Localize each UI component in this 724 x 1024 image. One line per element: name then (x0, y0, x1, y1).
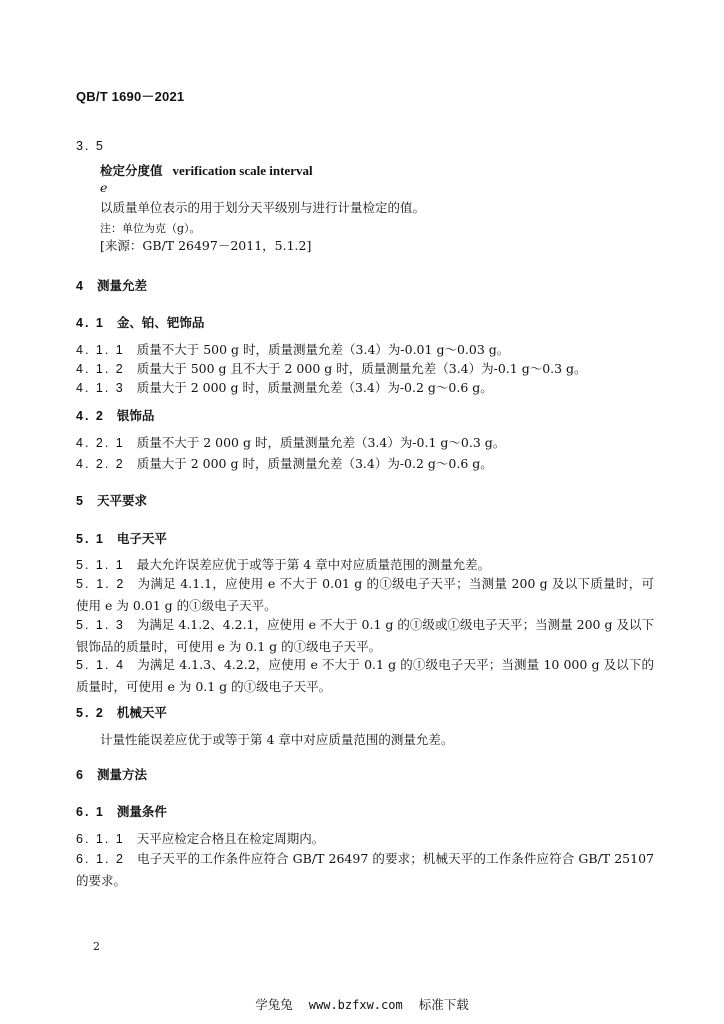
page-number: 2 (93, 940, 100, 953)
clause-item: 5. 1. 3 为满足 4.1.2、4.2.1，应使用 e 不大于 0.1 g 的Ⓘ级或Ⓘ级电子天平；当测量 200 g 及以下银饰品的质量时，可使用 e 为 0.1 g 的Ⓘ级电子天平。 (76, 617, 655, 654)
section-heading: 5 天平要求 (76, 493, 147, 508)
clause-item: 6. 1. 1 天平应检定合格且在检定周期内。 (76, 831, 325, 846)
clause-item: 5. 1. 4 为满足 4.1.3、4.2.2，应使用 e 不大于 0.1 g 的Ⓘ级电子天平；当测量 10 000 g 及以下的质量时，可使用 e 为 0.1 g 的Ⓘ级电子天平。 (76, 657, 655, 694)
standard-id: QB/T 1690－2021 (76, 89, 185, 104)
subsection-heading: 5. 1 电子天平 (76, 531, 167, 546)
term-en: verification scale interval (172, 163, 313, 178)
section-heading: 6 测量方法 (76, 767, 147, 782)
term-heading (100, 160, 313, 179)
term-definition: 以质量单位表示的用于划分天平级别与进行计量检定的值。 (100, 200, 426, 215)
clause-item: 4. 1. 2 质量大于 500 g 且不大于 2 000 g 时，质量测量允差（3.4）为-0.1 g～0.3 g。 (76, 361, 587, 376)
subsection-heading: 4. 1 金、铂、钯饰品 (76, 315, 205, 330)
footer-slogan: 标准下载 (418, 997, 469, 1012)
clause-item: 5. 1. 2 为满足 4.1.1，应使用 e 不大于 0.01 g 的Ⓘ级电子天平；当测量 200 g 及以下质量时，可使用 e 为 0.01 g 的Ⓘ级电子天平。 (76, 576, 654, 613)
clause-number: 3. 5 (76, 139, 105, 153)
clause-paragraph: 计量性能误差应优于或等于第 4 章中对应质量范围的测量允差。 (100, 732, 454, 747)
term-cn: 检定分度值 (100, 163, 163, 178)
clause-item: 4. 2. 1 质量不大于 2 000 g 时，质量测量允差（3.4）为-0.1 g～0.3 g。 (76, 435, 506, 450)
term-note: 注：单位为克（g）。 (100, 222, 201, 235)
section-heading: 4 测量允差 (76, 278, 147, 293)
clause-item: 4. 1. 3 质量大于 2 000 g 时，质量测量允差（3.4）为-0.2 g～0.6 g。 (76, 380, 493, 395)
subsection-heading: 6. 1 测量条件 (76, 804, 167, 819)
footer-url[interactable]: www.bzfxw.com (308, 998, 403, 1012)
subsection-heading: 5. 2 机械天平 (76, 705, 167, 720)
clause-item: 6. 1. 2 电子天平的工作条件应符合 GB/T 26497 的要求；机械天平的工作条件应符合 GB/T 25107 的要求。 (76, 851, 654, 888)
clause-item: 4. 1. 1 质量不大于 500 g 时，质量测量允差（3.4）为-0.01 g～0.03 g。 (76, 342, 510, 357)
term-symbol: e (100, 180, 108, 195)
subsection-heading: 4. 2 银饰品 (76, 408, 155, 423)
term-source: [来源：GB/T 26497－2011，5.1.2] (100, 238, 312, 253)
clause-item: 5. 1. 1 最大允许误差应优于或等于第 4 章中对应质量范围的测量允差。 (76, 557, 491, 572)
footer-watermark (0, 995, 724, 1013)
footer-brand: 学兔兔 (255, 997, 293, 1012)
clause-item: 4. 2. 2 质量大于 2 000 g 时，质量测量允差（3.4）为-0.2 g～0.6 g。 (76, 456, 493, 471)
